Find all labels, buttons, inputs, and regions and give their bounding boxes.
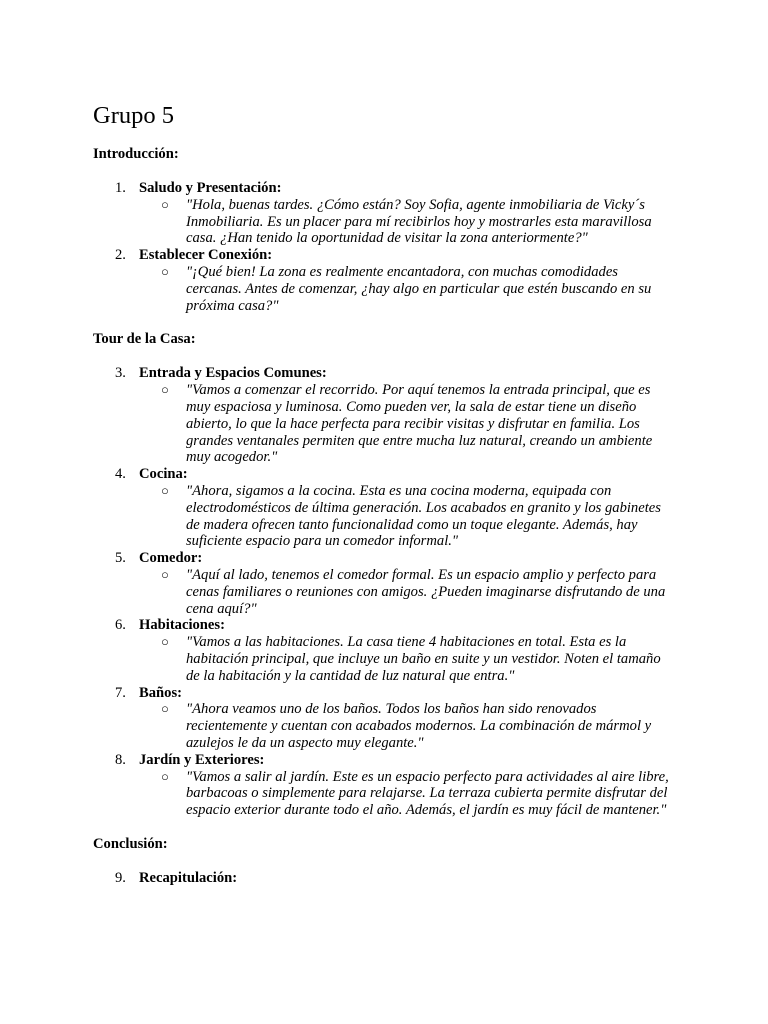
numbered-list bbox=[93, 180, 672, 314]
item-title: Entrada y Espacios Comunes: bbox=[139, 365, 327, 382]
list-item bbox=[93, 752, 672, 819]
item-title: Jardín y Exteriores: bbox=[139, 751, 265, 768]
quote-bullet bbox=[139, 567, 672, 617]
circle-bullet-icon: ○ bbox=[161, 382, 169, 398]
quote-text: "¡Qué bien! La zona es realmente encantadora, con muchas comodidades cercanas. Antes de comenzar, ¿hay algo en particular que estén buscando en su próxima casa?" bbox=[186, 263, 652, 314]
list-item bbox=[93, 550, 672, 617]
item-title: Cocina: bbox=[139, 466, 188, 483]
item-number: 1. bbox=[115, 180, 126, 196]
section-tour bbox=[93, 331, 672, 819]
list-item bbox=[93, 365, 672, 466]
quote-bullet bbox=[139, 634, 672, 684]
document-title: Grupo 5 bbox=[93, 102, 174, 129]
quote-bullet bbox=[139, 197, 672, 247]
item-title: Baños: bbox=[139, 684, 182, 701]
quote-bullet bbox=[139, 769, 672, 819]
list-item bbox=[93, 870, 672, 887]
section-heading: Introducción: bbox=[93, 146, 179, 162]
item-number: 4. bbox=[115, 466, 126, 483]
item-number: 7. bbox=[115, 684, 126, 701]
quote-bullet bbox=[139, 264, 672, 314]
section-heading: Conclusión: bbox=[93, 835, 168, 852]
circle-bullet-icon: ○ bbox=[161, 566, 169, 582]
quote-text: "Vamos a comenzar el recorrido. Por aquí tenemos la entrada principal, que es muy espaciosa y luminosa. Como pueden ver, la sala de estar tiene un diseño abierto, lo que la hace perfecta para recibir visitas y disfrutar en familia. Los grandes ventanales permiten que entre mucha luz natural, creando un ambiente muy acogedor." bbox=[186, 382, 653, 466]
item-number: 2. bbox=[115, 247, 126, 264]
section-conclusion bbox=[93, 836, 672, 887]
quote-text: "Ahora veamos uno de los baños. Todos los baños han sido renovados recientemente y cuentan con acabados modernos. La combinación de mármol y azulejos le da un aspecto muy elegante." bbox=[186, 701, 652, 751]
item-title: Saludo y Presentación: bbox=[139, 180, 282, 196]
section-introduccion bbox=[93, 146, 672, 314]
circle-bullet-icon: ○ bbox=[161, 768, 169, 784]
quote-text: "Hola, buenas tardes. ¿Cómo están? Soy Sofia, agente inmobiliaria de Vicky´s Inmobiliaria. Es un placer para mí recibirlos hoy y mostrarles esta maravillosa casa. ¿Han tenido la oportunidad de visitar la zona anteriormente?" bbox=[186, 196, 652, 247]
item-title: Establecer Conexión: bbox=[139, 247, 273, 264]
list-item bbox=[93, 247, 672, 314]
circle-bullet-icon: ○ bbox=[161, 634, 169, 650]
quote-bullet bbox=[139, 483, 672, 550]
item-title: Comedor: bbox=[139, 550, 203, 567]
item-number: 8. bbox=[115, 751, 126, 768]
list-item bbox=[93, 617, 672, 684]
list-item bbox=[93, 685, 672, 752]
circle-bullet-icon: ○ bbox=[161, 482, 169, 498]
item-number: 6. bbox=[115, 617, 126, 634]
list-item bbox=[93, 466, 672, 550]
quote-bullet bbox=[139, 382, 672, 466]
item-title: Recapitulación: bbox=[139, 869, 238, 886]
quote-text: "Vamos a las habitaciones. La casa tiene 4 habitaciones en total. Esta es la habitación principal, que incluye un baño en suite y un vestidor. Noten el tamaño de la habitación y la cantidad de luz natural que entra." bbox=[186, 634, 661, 684]
section-heading: Tour de la Casa: bbox=[93, 331, 196, 348]
circle-bullet-icon: ○ bbox=[161, 701, 169, 717]
item-number: 5. bbox=[115, 550, 126, 567]
list-item bbox=[93, 180, 672, 247]
quote-text: "Aquí al lado, tenemos el comedor formal. Es un espacio amplio y perfecto para cenas familiares o reuniones con amigos. ¿Pueden imaginarse disfrutando de una cena aquí?" bbox=[186, 566, 666, 617]
item-number: 9. bbox=[115, 869, 126, 886]
quote-text: "Ahora, sigamos a la cocina. Esta es una cocina moderna, equipada con electrodomésticos de última generación. Los acabados en granito y los gabinetes de madera ofrecen tanto funcionalidad como un toque elegante. Además, hay suficiente espacio para un comedor informal." bbox=[186, 482, 661, 550]
quote-bullet bbox=[139, 701, 672, 751]
circle-bullet-icon: ○ bbox=[161, 263, 169, 279]
quote-text: "Vamos a salir al jardín. Este es un espacio perfecto para actividades al aire libre, barbacoas o simplemente para relajarse. La terraza cubierta permite disfrutar del espacio exterior durante todo el año. Además, el jardín es muy fácil de mantener." bbox=[186, 768, 669, 819]
numbered-list bbox=[93, 870, 672, 887]
circle-bullet-icon: ○ bbox=[161, 196, 169, 212]
item-number: 3. bbox=[115, 365, 126, 382]
numbered-list bbox=[93, 365, 672, 819]
item-title: Habitaciones: bbox=[139, 617, 225, 634]
